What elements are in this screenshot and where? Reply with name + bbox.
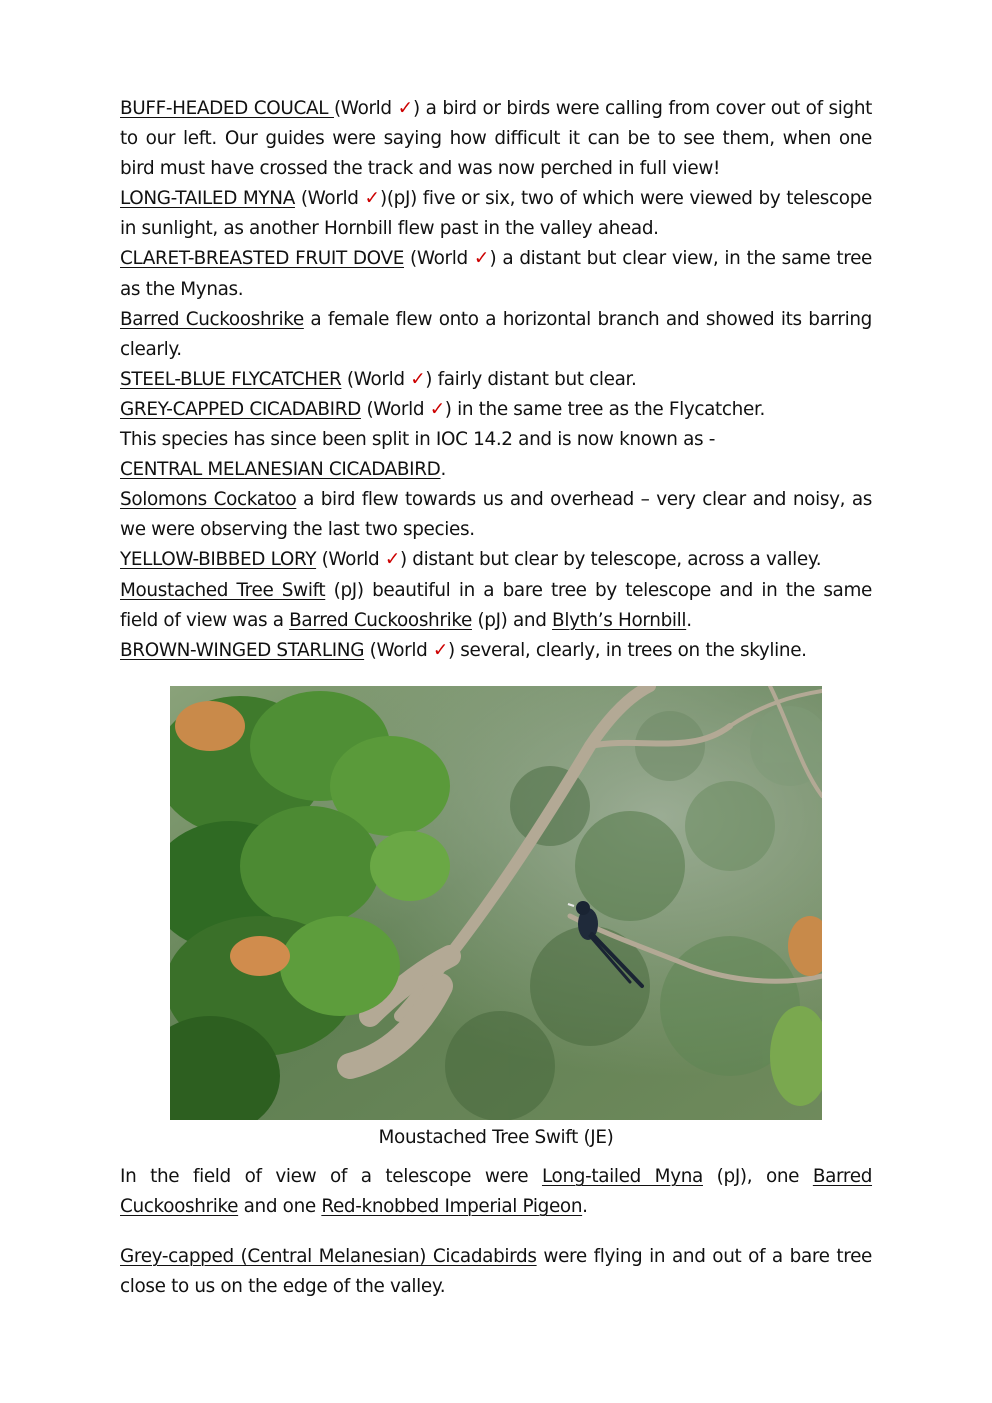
- species-name: BROWN-WINGED STARLING: [120, 639, 365, 661]
- paragraph-cicadabirds: Grey-capped (Central Melanesian) Cicadabirds were flying in and out of a bare tree close to us on the edge of the valley.: [120, 1246, 872, 1297]
- species-list: [120, 94, 872, 666]
- species-name: Barred Cuckooshrike: [120, 308, 304, 330]
- species-name: CENTRAL MELANESIAN CICADABIRD: [120, 459, 441, 481]
- entry-steel-blue-flycatcher: STEEL-BLUE FLYCATCHER (World ✓) fairly distant but clear.: [120, 368, 637, 390]
- entry-claret-breasted-fruit-dove: CLARET-BREASTED FRUIT DOVE (World ✓) a distant but clear view, in the same tree as the Mynas.: [120, 248, 873, 300]
- check-icon: ✓: [429, 398, 445, 420]
- tree-swift-photo-illustration: [170, 686, 822, 1120]
- entry-yellow-bibbed-lory: YELLOW-BIBBED LORY (World ✓) distant but clear by telescope, across a valley.: [120, 549, 822, 571]
- entry-solomons-cockatoo: Solomons Cockatoo a bird flew towards us and overhead – very clear and noisy, as we were observing the last two species.: [120, 489, 872, 541]
- species-name: GREY-CAPPED CICADABIRD: [120, 398, 361, 420]
- species-name: Red-knobbed Imperial Pigeon: [321, 1196, 583, 1217]
- check-icon: ✓: [364, 188, 381, 210]
- species-name: YELLOW-BIBBED LORY: [120, 549, 317, 571]
- check-icon: ✓: [410, 368, 426, 390]
- check-icon: ✓: [473, 248, 490, 270]
- species-name: Solomons Cockatoo: [120, 489, 297, 511]
- check-icon: ✓: [397, 98, 413, 119]
- species-name: Long-tailed Myna: [541, 1166, 703, 1187]
- split-note: This species has since been split in IOC 14.2 and is now known as -: [120, 429, 716, 451]
- entry-moustached-tree-swift: Moustached Tree Swift (pJ) beautiful in a bare tree by telescope and in the same field of view was a Barred Cuckooshrike (pJ) and Blyth’s Hornbill.: [120, 579, 873, 631]
- paragraph-field-of-view: In the field of view of a telescope were Long-tailed Myna (pJ), one Barred Cuckooshrike and one Red-knobbed Imperial Pigeon.: [120, 1166, 873, 1217]
- entry-long-tailed-myna: LONG-TAILED MYNA (World ✓)(pJ) five or six, two of which were viewed by telescope in sunlight, as another Hornbill flew past in the valley ahead.: [120, 188, 872, 240]
- check-icon: ✓: [432, 639, 448, 661]
- photo-caption: Moustached Tree Swift (JE): [378, 1127, 614, 1148]
- species-name: BUFF-HEADED COUCAL: [120, 98, 334, 119]
- entry-brown-winged-starling: BROWN-WINGED STARLING (World ✓) several, clearly, in trees on the skyline.: [120, 639, 807, 661]
- entry-barred-cuckooshrike: Barred Cuckooshrike a female flew onto a horizontal branch and showed its barring clearly.: [120, 308, 872, 360]
- entry-buff-headed-coucal: BUFF-HEADED COUCAL (World ✓) a bird or birds were calling from cover out of sight to our left. Our guides were saying how difficult it can be to see them, when one bird must have crossed the track and was now perched in full view!: [120, 98, 872, 180]
- entry-grey-capped-cicadabird: GREY-CAPPED CICADABIRD (World ✓) in the same tree as the Flycatcher.: [120, 398, 765, 420]
- species-name: Moustached Tree Swift: [120, 579, 326, 601]
- species-name: CLARET-BREASTED FRUIT DOVE: [120, 248, 404, 270]
- species-name: LONG-TAILED MYNA: [120, 188, 295, 210]
- species-name: STEEL-BLUE FLYCATCHER: [120, 368, 342, 390]
- bird-photo: [170, 686, 822, 1120]
- check-icon: ✓: [384, 549, 400, 571]
- species-name: Blyth’s Hornbill: [552, 609, 687, 631]
- species-name: Grey-capped (Central Melanesian) Cicadabirds: [120, 1246, 537, 1267]
- species-name: Barred Cuckooshrike: [289, 609, 472, 631]
- entry-central-melanesian-cicadabird: CENTRAL MELANESIAN CICADABIRD.: [120, 459, 446, 481]
- species-name: Barred Cuckooshrike: [120, 1166, 873, 1217]
